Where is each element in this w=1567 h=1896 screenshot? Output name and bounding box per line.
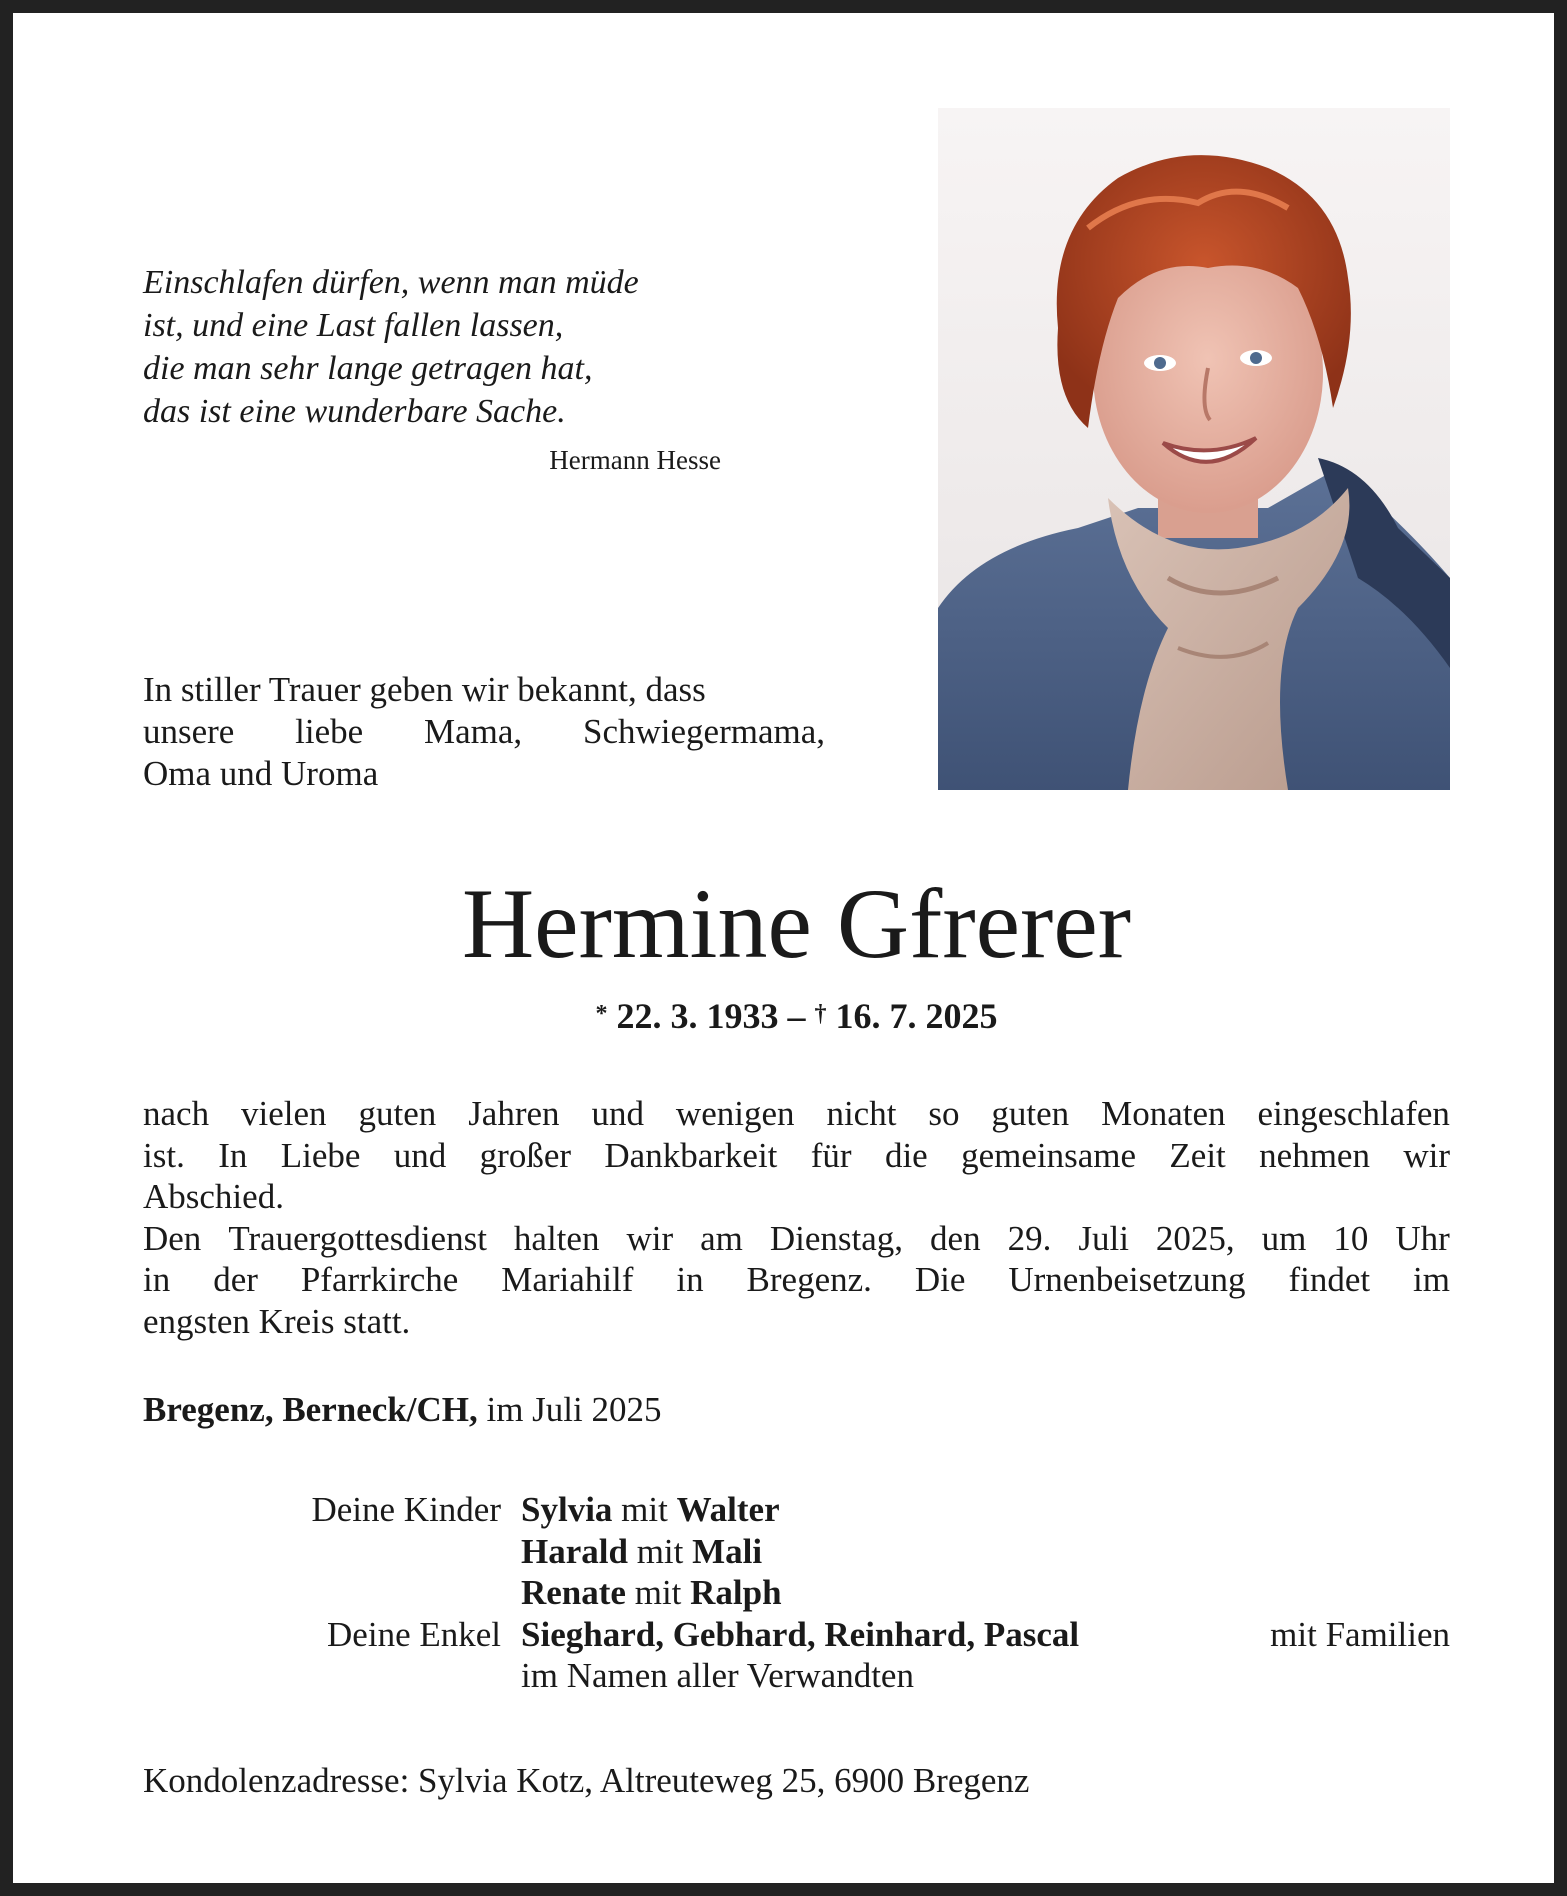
portrait-photo bbox=[938, 108, 1450, 790]
body-line bbox=[143, 1259, 1450, 1301]
word: den bbox=[930, 1218, 981, 1258]
child-entry bbox=[521, 1531, 1450, 1573]
word: 29. bbox=[1007, 1218, 1052, 1258]
quote-line: ist, und eine Last fallen lassen, bbox=[143, 307, 564, 344]
word: Zeit bbox=[1169, 1135, 1226, 1175]
body-line bbox=[143, 1218, 1450, 1260]
word: wir bbox=[1403, 1135, 1450, 1175]
word: liebe bbox=[295, 712, 364, 751]
announcement-line: Oma und Uroma bbox=[143, 754, 379, 793]
word: nehmen bbox=[1259, 1135, 1370, 1175]
body-line: engsten Kreis statt. bbox=[143, 1301, 411, 1341]
birth-symbol: * bbox=[595, 1001, 608, 1027]
birth-date: 22. 3. 1933 bbox=[616, 996, 779, 1036]
word: halten bbox=[513, 1218, 600, 1258]
word: Mariahilf bbox=[501, 1260, 634, 1299]
grandchildren-names: Sieghard, Gebhard, Reinhard, Pascal bbox=[521, 1614, 1080, 1654]
place-date: im Juli 2025 bbox=[477, 1390, 662, 1429]
word: in bbox=[676, 1260, 704, 1299]
grandchildren-entry bbox=[521, 1614, 1450, 1656]
word: guten bbox=[991, 1094, 1070, 1133]
word: findet bbox=[1288, 1260, 1371, 1299]
relatives-line: im Namen aller Verwandten bbox=[521, 1656, 914, 1695]
child-name: Harald bbox=[521, 1531, 628, 1571]
body-line: Abschied. bbox=[143, 1177, 284, 1216]
word: guten bbox=[358, 1094, 437, 1133]
word: 10 bbox=[1333, 1218, 1369, 1258]
word: gemeinsame bbox=[961, 1135, 1137, 1175]
word: Die bbox=[914, 1260, 966, 1299]
word: im bbox=[1413, 1260, 1450, 1299]
word: die bbox=[884, 1135, 928, 1175]
portrait-photo-icon bbox=[938, 108, 1450, 790]
word: Pfarrkirche bbox=[300, 1260, 459, 1299]
word: und bbox=[591, 1094, 644, 1133]
place-names: Bregenz, Berneck/CH, bbox=[143, 1390, 478, 1429]
connector: mit bbox=[634, 1573, 682, 1612]
word: Juli bbox=[1078, 1218, 1129, 1258]
word: unsere bbox=[143, 712, 235, 751]
word: In bbox=[218, 1135, 248, 1175]
connector: mit bbox=[621, 1490, 668, 1529]
deceased-name: Hermine Gfrerer bbox=[461, 868, 1132, 979]
word: vielen bbox=[241, 1094, 327, 1133]
announcement-line bbox=[143, 711, 825, 753]
child-entry bbox=[521, 1572, 1450, 1614]
word: eingeschlafen bbox=[1257, 1094, 1450, 1133]
grandchildren-label: Deine Enkel bbox=[327, 1614, 501, 1654]
body-line bbox=[143, 1135, 1450, 1177]
condolence-address: Kondolenzadresse: Sylvia Kotz, Altreuteweg 25, 6900 Bregenz bbox=[143, 1761, 1030, 1800]
word: nach bbox=[143, 1094, 210, 1133]
word: Trauergottesdienst bbox=[228, 1218, 487, 1258]
body-line bbox=[143, 1093, 1450, 1135]
word: Bregenz. bbox=[746, 1260, 872, 1299]
word: am bbox=[700, 1218, 743, 1258]
word: Jahren bbox=[468, 1094, 560, 1133]
word: ist. bbox=[143, 1135, 185, 1175]
word: so bbox=[928, 1094, 960, 1133]
word: der bbox=[213, 1260, 258, 1299]
word: Den bbox=[143, 1218, 202, 1258]
word: Uhr bbox=[1395, 1218, 1450, 1258]
connector: mit bbox=[636, 1531, 684, 1571]
quote-author: Hermann Hesse bbox=[549, 445, 721, 475]
word: um bbox=[1261, 1218, 1307, 1258]
word: und bbox=[393, 1135, 447, 1175]
partner-name: Mali bbox=[692, 1531, 763, 1571]
death-symbol: † bbox=[814, 1001, 827, 1027]
word: für bbox=[810, 1135, 852, 1175]
word: wenigen bbox=[675, 1094, 795, 1133]
word: in bbox=[143, 1260, 171, 1299]
word: Urnenbeisetzung bbox=[1008, 1260, 1246, 1299]
announcement-text bbox=[143, 669, 825, 795]
quote-line: das ist eine wunderbare Sache. bbox=[143, 393, 566, 430]
partner-name: Ralph bbox=[690, 1573, 782, 1612]
place-date-line bbox=[143, 1388, 1450, 1432]
quote-line: die man sehr lange getragen hat, bbox=[143, 350, 593, 387]
quote-block bbox=[143, 261, 763, 433]
word: Schwiegermama, bbox=[583, 712, 825, 751]
word: Dienstag, bbox=[769, 1218, 904, 1258]
word: nicht bbox=[826, 1094, 897, 1133]
word: 2025, bbox=[1155, 1218, 1235, 1258]
child-name: Sylvia bbox=[521, 1490, 613, 1529]
word: Dankbarkeit bbox=[604, 1135, 778, 1175]
body-text bbox=[143, 1093, 1450, 1342]
children-label: Deine Kinder bbox=[311, 1490, 501, 1529]
word: wir bbox=[626, 1218, 674, 1258]
word: Mama, bbox=[424, 712, 523, 751]
child-name: Renate bbox=[521, 1573, 626, 1612]
word: Liebe bbox=[280, 1135, 361, 1175]
grandchildren-suffix: mit Familien bbox=[1270, 1614, 1450, 1654]
word: großer bbox=[479, 1135, 572, 1175]
partner-name: Walter bbox=[676, 1490, 780, 1529]
word: Monaten bbox=[1101, 1094, 1226, 1133]
life-dates bbox=[143, 993, 1450, 1039]
death-date: 16. 7. 2025 bbox=[835, 996, 998, 1036]
announcement-line: In stiller Trauer geben wir bekannt, dass bbox=[143, 670, 706, 709]
child-entry bbox=[521, 1489, 1450, 1531]
quote-line: Einschlafen dürfen, wenn man müde bbox=[143, 264, 639, 301]
date-separator: – bbox=[787, 996, 806, 1036]
